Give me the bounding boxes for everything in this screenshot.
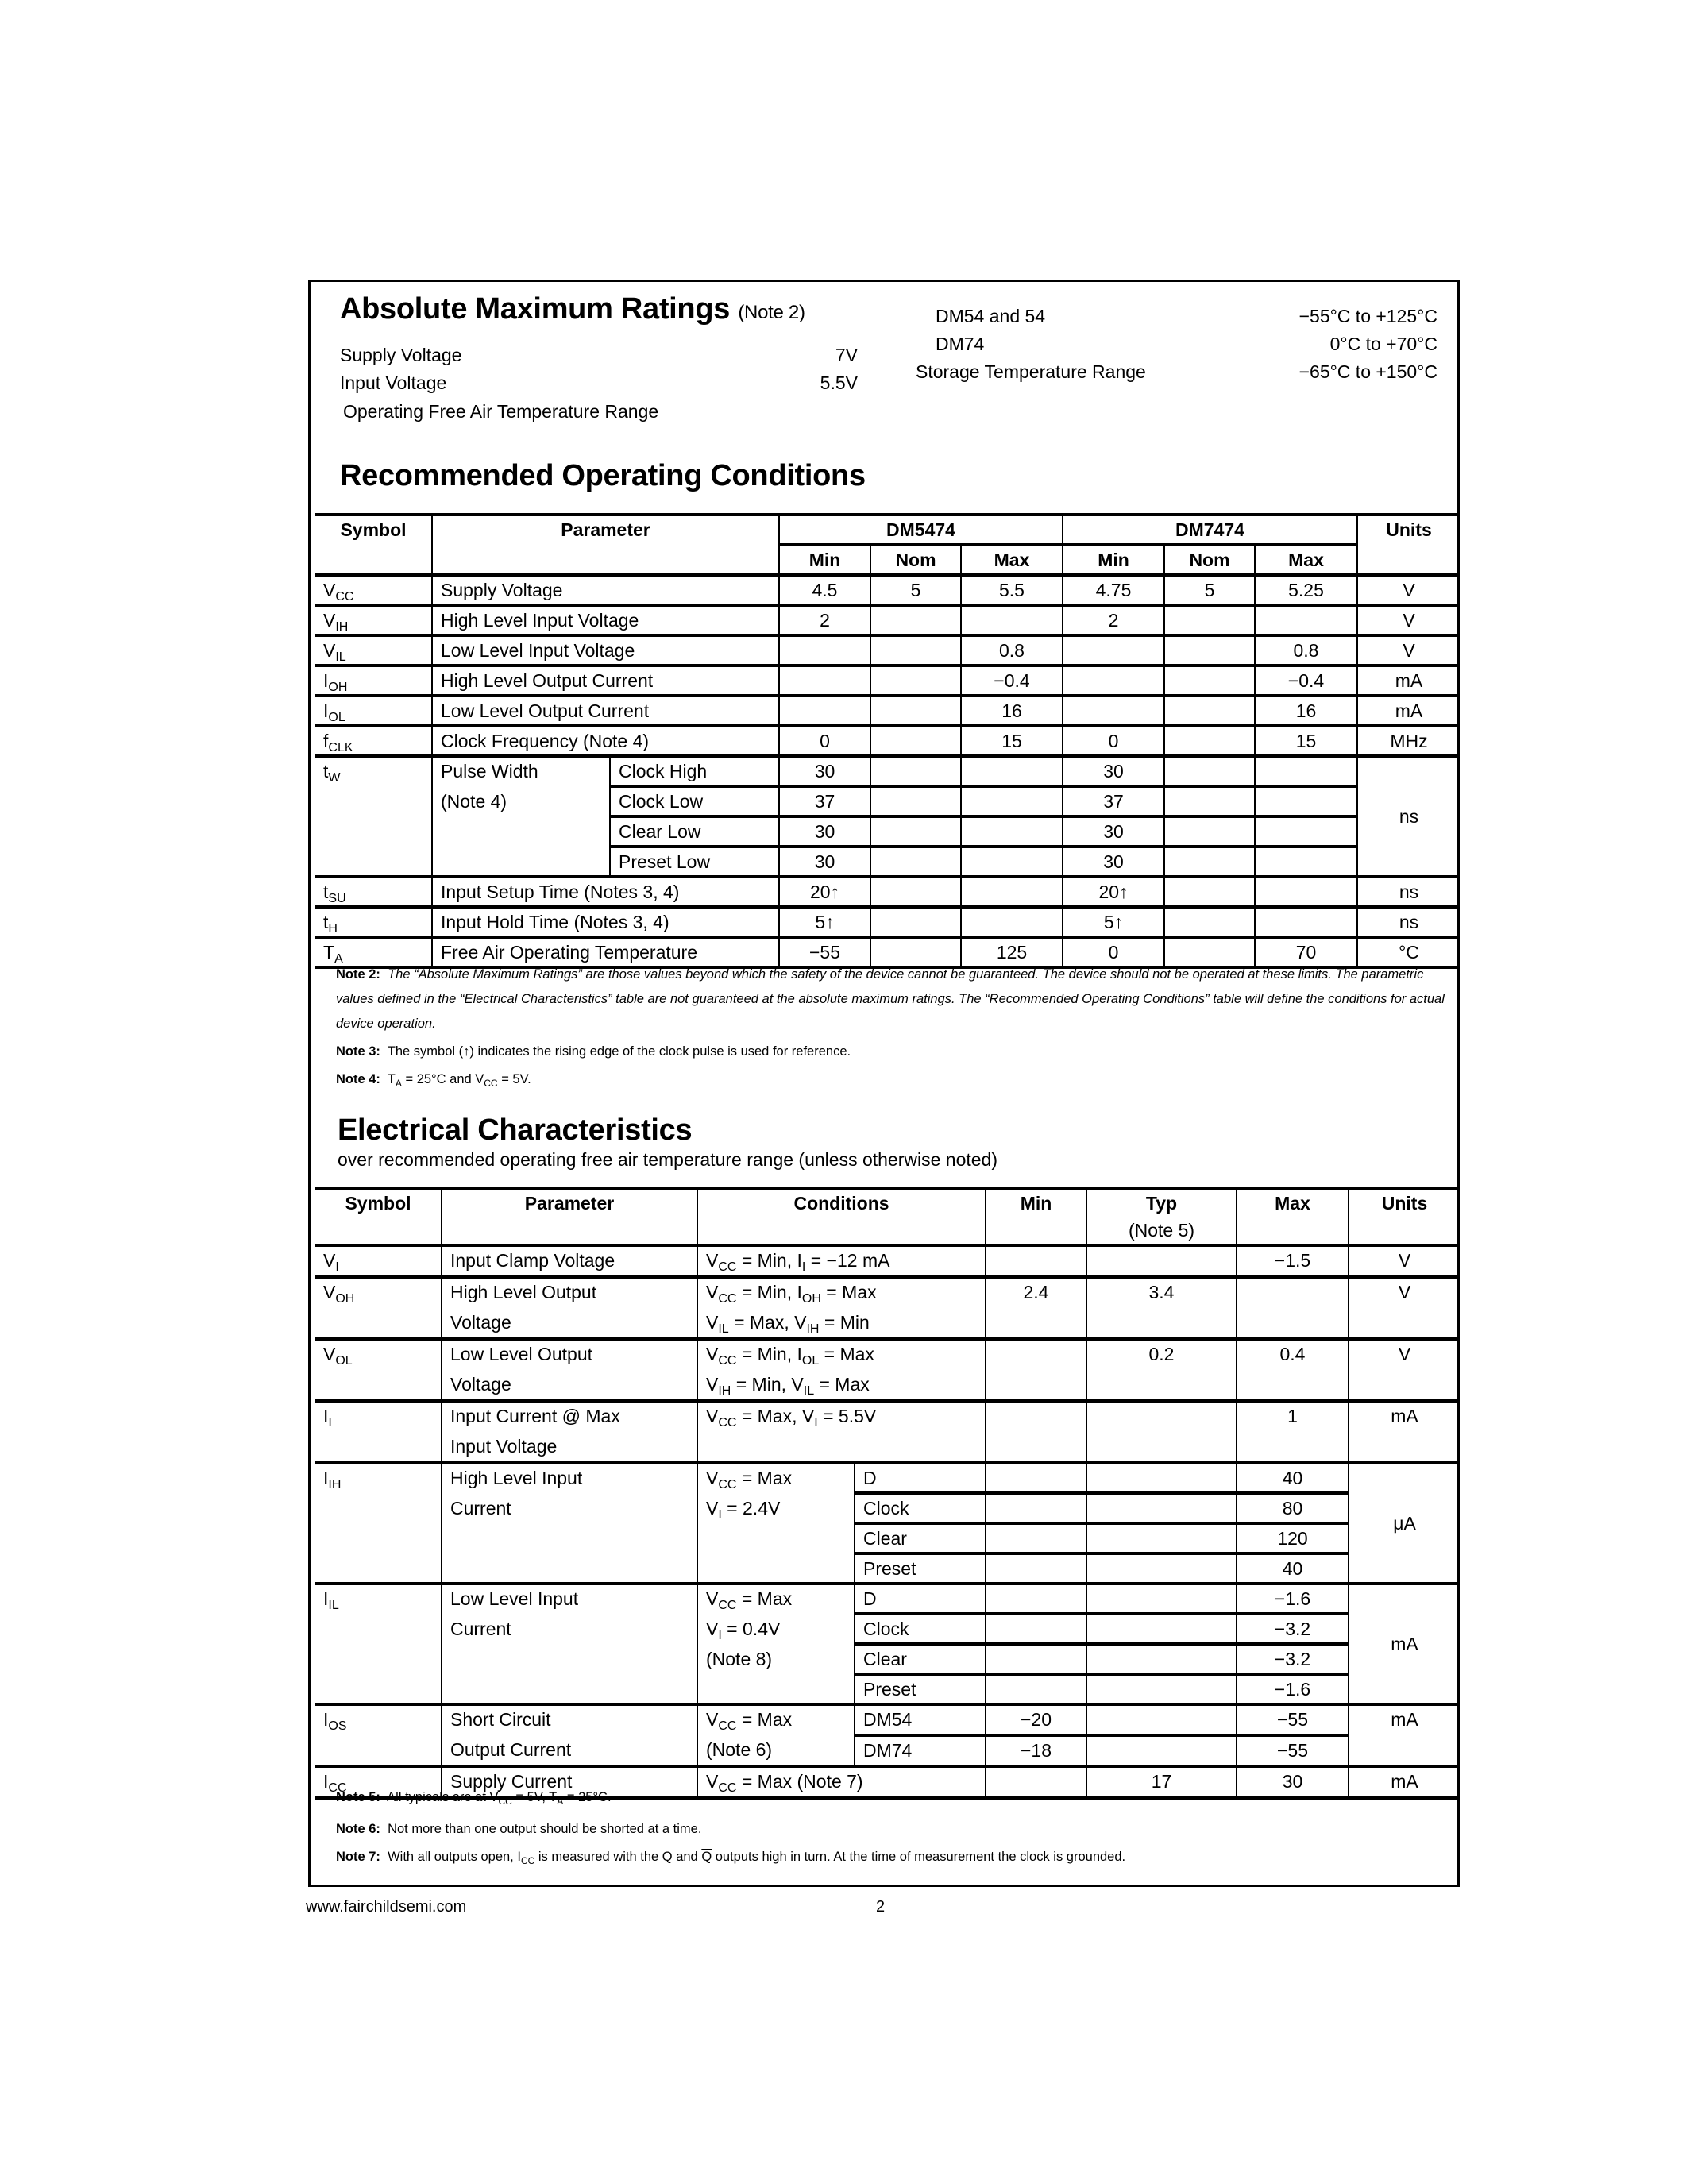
ec-table [315,1187,1460,1800]
cell-units: mA [1349,1584,1460,1704]
cell-max: 30 [1237,1766,1349,1798]
cell-max: −55 [1237,1735,1349,1766]
cell-units: V [1357,575,1460,605]
cell-value: 30 [779,816,870,847]
cell-value: −0.4 [961,666,1063,696]
abs-max-label: Supply Voltage [340,345,462,365]
cell-max: −1.5 [1237,1245,1349,1277]
abs-max-value: −55°C to +125°C [1298,306,1437,326]
cell-units: V [1357,605,1460,635]
cell-max: −1.6 [1237,1674,1349,1704]
cell-conditions: $V_{CC}$ = Max $V_I = 2.4V$ [697,1463,855,1584]
cell-value [961,816,1063,847]
cell-typ [1086,1463,1237,1493]
footer-website[interactable]: www.fairchildsemi.com [306,1898,467,1916]
cell-min [986,1553,1086,1584]
table-row [315,575,1460,605]
cell-parameter: Low Level Output Current [432,696,779,726]
cell-pin: Preset [855,1674,986,1704]
table-row [315,1277,1460,1339]
cell-value: 5↑ [1063,907,1164,937]
roc-notes [336,963,1448,1096]
ec-subtitle: over recommended operating free air temperature range (unless otherwise noted) [338,1149,997,1170]
cell-conditions: $V_{CC}$ = Min, $I_{OL}$ = Max $V_{IH}$ = Min, $V_{IL}$ = Max [697,1339,986,1401]
cell-typ [1086,1644,1237,1674]
cell-value [1164,907,1255,937]
cell-min [986,1523,1086,1553]
table-row [315,726,1460,756]
cell-symbol: $I_I$ [315,1401,442,1463]
cell-parameter: Input Current @ Max Input Voltage [442,1401,697,1463]
cell-min [986,1339,1086,1401]
cell-max: −3.2 [1237,1614,1349,1644]
note-3: Note 3: The symbol (↑) indicates the rising edge of the clock pulse is used for reference. [336,1044,851,1059]
cell-value [870,666,961,696]
cell-value: 0 [1063,726,1164,756]
cell-max: 40 [1237,1553,1349,1584]
cell-typ [1086,1553,1237,1584]
cell-value [779,666,870,696]
cell-units: V [1357,635,1460,666]
cell-typ [1086,1584,1237,1614]
cell-value [870,907,961,937]
cell-parameter: Pulse Width (Note 4) [432,756,610,877]
header-dm5474: DM5474 [779,515,1063,545]
cell-pin: Clock [855,1493,986,1523]
abs-max-value: −65°C to +150°C [1298,361,1437,382]
cell-pin: Preset [855,1553,986,1584]
cell-value: 30 [779,756,870,786]
cell-parameter: Low Level Input Voltage [432,635,779,666]
cell-value [961,786,1063,816]
cell-value: 16 [1255,696,1357,726]
cell-value [961,605,1063,635]
cell-parameter: Input Clamp Voltage [442,1245,697,1277]
cell-value [961,847,1063,877]
cell-value [1164,756,1255,786]
cell-symbol: $I_{CC}$ [315,1766,442,1798]
cell-units: ns [1357,877,1460,907]
ec-title: Electrical Characteristics [338,1113,693,1147]
cell-conditions: $V_{CC}$ = Max, $V_I = 5.5V$ [697,1401,986,1463]
cell-value [1255,847,1357,877]
cell-value: 5.5 [961,575,1063,605]
cell-max: 80 [1237,1493,1349,1523]
table-row [315,1463,1460,1493]
cell-value [1164,635,1255,666]
abs-max-title [340,292,805,326]
abs-max-label: Storage Temperature Range [916,361,1146,382]
cell-value [1164,696,1255,726]
cell-value [870,847,961,877]
cell-value [1255,877,1357,907]
cell-pin: DM54 [855,1704,986,1735]
cell-value [961,756,1063,786]
cell-value [870,816,961,847]
cell-value [870,605,961,635]
table-row [315,877,1460,907]
cell-units: mA [1357,696,1460,726]
cell-value: 30 [1063,756,1164,786]
cell-units: mA [1349,1401,1460,1463]
cell-units: °C [1357,937,1460,967]
note-2: Note 2: The “Absolute Maximum Ratings” are those values beyond which the safety of the device cannot be guaranteed. The device should not be operated at these limits. The parametric values defined in the “Electrical Characteristics” table are not guaranteed at the absolute maximum ratings. The “Recommended Operating Conditions” table will define the conditions for actual device operation. [336,967,1445,1031]
cell-parameter: Supply Voltage [432,575,779,605]
cell-pin: D [855,1584,986,1614]
cell-value [1164,877,1255,907]
cell-min [986,1493,1086,1523]
cell-value [870,635,961,666]
cell-typ [1086,1614,1237,1644]
note-4: Note 4: $T_A = 25^\circ C$ and $V_{CC} = 5V$. [336,1072,531,1089]
cell-symbol: $t_H$ [315,907,432,937]
cell-value: 5 [870,575,961,605]
cell-symbol: $T_A$ [315,937,432,967]
cell-value [1164,726,1255,756]
abs-max-value: 0°C to +70°C [1329,334,1437,354]
table-row [315,907,1460,937]
header-units: Units [1357,515,1460,575]
cell-parameter: Low Level Output Voltage [442,1339,697,1401]
cell-value [1255,756,1357,786]
cell-pin: Clear [855,1644,986,1674]
cell-conditions: $V_{CC}$ = Max (Note 7) [697,1766,986,1798]
table-row [315,666,1460,696]
cell-value: 125 [961,937,1063,967]
cell-typ [1086,1523,1237,1553]
cell-value: 15 [1255,726,1357,756]
header-symbol: Symbol [315,515,432,575]
cell-symbol: $V_I$ [315,1245,442,1277]
cell-condition: Preset Low [610,847,779,877]
cell-units: MHz [1357,726,1460,756]
cell-value [1063,696,1164,726]
abs-max-value: 7V [835,345,858,365]
note-6: Note 6: Not more than one output should be shorted at a time. [336,1822,702,1836]
cell-value: 0.8 [1255,635,1357,666]
cell-value [1164,816,1255,847]
cell-conditions: $V_{CC}$ = Min, $I_I = -12$ mA [697,1245,986,1277]
table-row [315,1401,1460,1463]
cell-condition: Clock High [610,756,779,786]
cell-units: V [1349,1277,1460,1339]
cell-max: 40 [1237,1463,1349,1493]
cell-typ [1086,1735,1237,1766]
cell-typ: 0.2 [1086,1339,1237,1401]
cell-symbol: $f_{CLK}$ [315,726,432,756]
cell-symbol: $I_{OH}$ [315,666,432,696]
header-dm7474: DM7474 [1063,515,1357,545]
cell-parameter: Supply Current [442,1766,697,1798]
cell-value [1255,907,1357,937]
table-row [315,1339,1460,1401]
cell-value [870,756,961,786]
cell-min [986,1584,1086,1614]
cell-value: 0 [779,726,870,756]
cell-parameter: Clock Frequency (Note 4) [432,726,779,756]
cell-max: −1.6 [1237,1584,1349,1614]
cell-units: V [1349,1339,1460,1401]
cell-value [870,696,961,726]
cell-value: 5↑ [779,907,870,937]
table-row [315,1704,1460,1735]
cell-value [870,786,961,816]
cell-typ [1086,1401,1237,1463]
cell-value: 15 [961,726,1063,756]
cell-max: −3.2 [1237,1644,1349,1674]
cell-value [1164,666,1255,696]
cell-value [1255,816,1357,847]
cell-units: mA [1349,1766,1460,1798]
roc-title: Recommended Operating Conditions [340,459,866,492]
cell-max: 1 [1237,1401,1349,1463]
cell-value [779,696,870,726]
cell-value: 70 [1255,937,1357,967]
header-max: Max [1255,545,1357,575]
cell-value: 30 [1063,816,1164,847]
header-max: Max [1237,1188,1349,1245]
cell-symbol: $t_W$ [315,756,432,877]
cell-value [870,726,961,756]
cell-value: 37 [1063,786,1164,816]
cell-value: 0 [1063,937,1164,967]
header-min: Min [986,1188,1086,1245]
cell-min [986,1463,1086,1493]
cell-symbol: $I_{IL}$ [315,1584,442,1704]
abs-max-label: Operating Free Air Temperature Range [343,401,659,422]
header-symbol: Symbol [315,1188,442,1245]
abs-max-note-ref: (Note 2) [738,302,805,323]
header-min: Min [1063,545,1164,575]
header-max: Max [961,545,1063,575]
cell-units: ns [1357,756,1460,877]
note-5: Note 5: All typicals are at $V_{CC} = 5V$, $T_A = 25^\circ C$. [336,1790,612,1807]
cell-min: −20 [986,1704,1086,1735]
cell-parameter: Free Air Operating Temperature [432,937,779,967]
cell-value [961,907,1063,937]
cell-symbol: $V_{IL}$ [315,635,432,666]
cell-parameter: Short Circuit Output Current [442,1704,697,1766]
cell-units: ns [1357,907,1460,937]
cell-units: mA [1349,1704,1460,1766]
cell-condition: Clock Low [610,786,779,816]
cell-typ [1086,1493,1237,1523]
table-row [315,756,1460,786]
cell-max: 0.4 [1237,1339,1349,1401]
header-nom: Nom [1164,545,1255,575]
cell-parameter: High Level Output Voltage [442,1277,697,1339]
table-row [315,696,1460,726]
ec-notes [336,1785,1448,1873]
cell-value: 2 [1063,605,1164,635]
header-parameter: Parameter [432,515,779,575]
cell-symbol: $I_{OS}$ [315,1704,442,1766]
cell-typ [1086,1245,1237,1277]
header-parameter: Parameter [442,1188,697,1245]
cell-value: 16 [961,696,1063,726]
cell-conditions: $V_{CC}$ = Max (Note 6) [697,1704,855,1766]
cell-min: 2.4 [986,1277,1086,1339]
table-row [315,605,1460,635]
cell-value: 4.5 [779,575,870,605]
cell-value: 30 [779,847,870,877]
cell-condition: Clear Low [610,816,779,847]
cell-value: −55 [779,937,870,967]
cell-min: −18 [986,1735,1086,1766]
cell-value: 20↑ [1063,877,1164,907]
abs-max-title-text: Absolute Maximum Ratings [340,292,731,326]
cell-value [870,877,961,907]
cell-max: 120 [1237,1523,1349,1553]
abs-max-label: DM74 [936,334,985,354]
cell-conditions: $V_{CC}$ = Max $V_I = 0.4V$ (Note 8) [697,1584,855,1704]
cell-min [986,1614,1086,1644]
cell-parameter: High Level Output Current [432,666,779,696]
cell-min [986,1674,1086,1704]
cell-pin: Clock [855,1614,986,1644]
note-7: Note 7: With all outputs open, $I_{CC}$ is measured with the Q and $\overline{Q}$ outputs high in turn. At the time of measurement the clock is grounded. [336,1850,1126,1866]
cell-symbol: $V_{OH}$ [315,1277,442,1339]
cell-typ [1086,1704,1237,1735]
cell-symbol: $V_{CC}$ [315,575,432,605]
table-row [315,1584,1460,1614]
cell-symbol: $V_{IH}$ [315,605,432,635]
cell-symbol: $V_{OL}$ [315,1339,442,1401]
cell-parameter: High Level Input Current [442,1463,697,1584]
cell-units: V [1349,1245,1460,1277]
abs-max-value: 5.5V [820,372,858,393]
cell-conditions: $V_{CC}$ = Min, $I_{OH}$ = Max $V_{IL}$ = Max, $V_{IH}$ = Min [697,1277,986,1339]
header-conditions: Conditions [697,1188,986,1245]
header-typ-note: (Note 5) [1128,1220,1195,1241]
cell-min [986,1644,1086,1674]
cell-value: 0.8 [961,635,1063,666]
cell-typ: 3.4 [1086,1277,1237,1339]
cell-symbol: $t_{SU}$ [315,877,432,907]
cell-typ [1086,1674,1237,1704]
header-min: Min [779,545,870,575]
header-typ-label: Typ [1145,1193,1178,1214]
table-row [315,1245,1460,1277]
table-row [315,635,1460,666]
cell-value [1063,635,1164,666]
cell-symbol: $I_{IH}$ [315,1463,442,1584]
cell-value [779,635,870,666]
cell-value [1063,666,1164,696]
cell-value [1255,605,1357,635]
cell-value: 20↑ [779,877,870,907]
abs-max-label: Input Voltage [340,372,447,393]
cell-value: 2 [779,605,870,635]
cell-pin: D [855,1463,986,1493]
cell-parameter: High Level Input Voltage [432,605,779,635]
cell-pin: DM74 [855,1735,986,1766]
header-units: Units [1349,1188,1460,1245]
cell-pin: Clear [855,1523,986,1553]
cell-value: 5 [1164,575,1255,605]
cell-parameter: Input Hold Time (Notes 3, 4) [432,907,779,937]
cell-value [1164,786,1255,816]
cell-value: 4.75 [1063,575,1164,605]
cell-value: 37 [779,786,870,816]
cell-value [1164,847,1255,877]
cell-value: 5.25 [1255,575,1357,605]
cell-min [986,1245,1086,1277]
cell-parameter: Low Level Input Current [442,1584,697,1704]
cell-parameter: Input Setup Time (Notes 3, 4) [432,877,779,907]
header-nom: Nom [870,545,961,575]
roc-table [315,513,1460,969]
cell-symbol: $I_{OL}$ [315,696,432,726]
abs-max-label: DM54 and 54 [936,306,1046,326]
cell-max: −55 [1237,1704,1349,1735]
cell-value: −0.4 [1255,666,1357,696]
cell-min [986,1401,1086,1463]
header-typ [1086,1188,1237,1245]
cell-max [1237,1277,1349,1339]
cell-value [1164,605,1255,635]
footer-page-number: 2 [876,1898,886,1916]
cell-units: mA [1357,666,1460,696]
cell-typ: 17 [1086,1766,1237,1798]
cell-value [961,877,1063,907]
cell-value: 30 [1063,847,1164,877]
cell-units: μA [1349,1463,1460,1584]
cell-value [1255,786,1357,816]
